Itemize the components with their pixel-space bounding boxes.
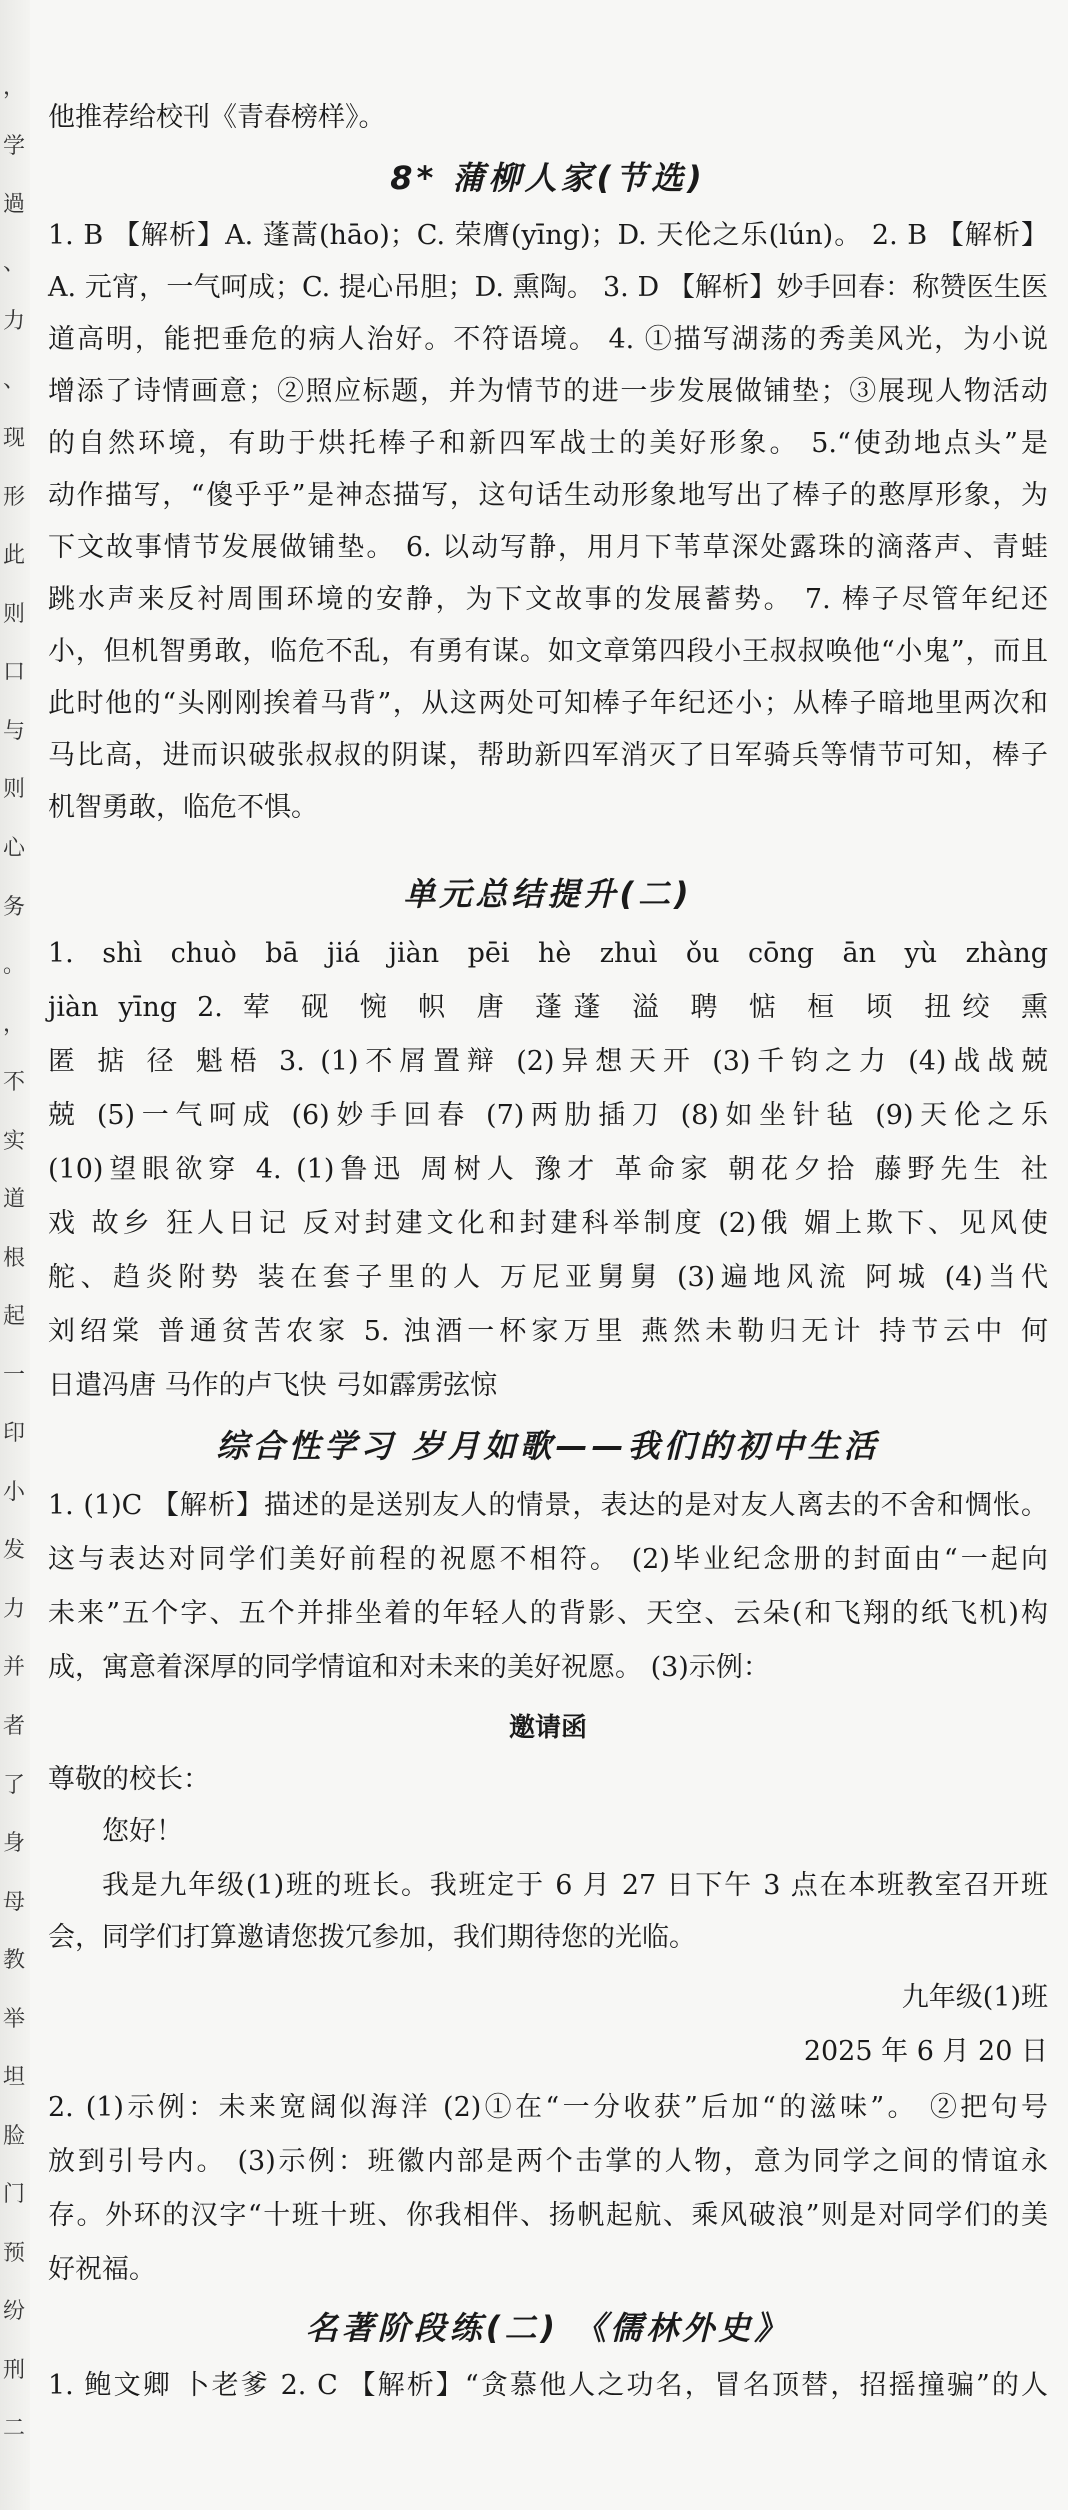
text-line: 刘绍棠 普通贫苦农家 5. 浊酒一杯家万里 燕然未勒归无计 持节云中 何: [48, 1316, 1048, 1347]
gutter-char: 门: [2, 2182, 25, 2208]
gutter-char: 力: [2, 1596, 25, 1622]
gutter-char: 。: [2, 953, 25, 979]
letter-greeting: 您好！: [102, 1816, 183, 1847]
text-line: 2. (1)示例：未来宽阔似海洋 (2)①在“一分收获”后加“的滋味”。 ②把句号: [48, 2092, 1048, 2123]
gutter-char: 印: [2, 1421, 25, 1447]
gutter-char: 母: [2, 1889, 25, 1915]
text-line: 舵、趋炎附势 装在套子里的人 万尼亚舅舅 (3)遍地风流 阿城 (4)当代: [48, 1262, 1048, 1293]
text-line: 机智勇敢，临危不惧。: [48, 792, 318, 823]
gutter-char: 過: [2, 192, 25, 218]
gutter-char: 纷: [2, 2299, 25, 2325]
gutter-char: 此: [2, 543, 25, 569]
text-line: 这与表达对同学们美好前程的祝愿不相符。 (2)毕业纪念册的封面由“一起向: [48, 1544, 1048, 1575]
text-line: 动作描写，“傻乎乎”是神态描写，这句话生动形象地写出了棒子的憨厚形象，为: [48, 480, 1048, 511]
gutter-char: 则: [2, 777, 25, 803]
gutter-char: 坦: [2, 2065, 25, 2091]
letter-body-line: 我是九年级(1)班的班长。我班定于 6 月 27 日下午 3 点在本班教室召开班: [102, 1870, 1048, 1901]
gutter-char: 口: [2, 660, 25, 686]
text-line: 1. B 【解析】A. 蓬蒿(hāo)；C. 荣膺(yīng)；D. 天伦之乐(lún)。 2. B 【解析】: [48, 220, 1048, 251]
gutter-char: 务: [2, 894, 25, 920]
gutter-char: 学: [2, 133, 25, 159]
text-line: (10)望眼欲穿 4. (1)鲁迅 周树人 豫才 革命家 朝花夕拾 藤野先生 社: [48, 1154, 1048, 1185]
section-title-unit-summary: 单元总结提升(二): [403, 875, 693, 913]
text-line: 的自然环境，有助于烘托棒子和新四军战士的美好形象。 5.“使劲地点头”是: [48, 428, 1048, 459]
gutter-char: 心: [2, 835, 25, 861]
text-line: jiàn yīng 2. 荤 砚 惋 帜 唐 蓬蓬 溢 聘 惦 桓 顷 扭绞 熏: [48, 992, 1048, 1023]
text-line: 匿 掂 径 魁梧 3. (1)不屑置辩 (2)异想天开 (3)千钧之力 (4)战战兢: [48, 1046, 1048, 1077]
text-line: 增添了诗情画意；②照应标题，并为情节的进一步发展做铺垫；③展现人物活动: [48, 376, 1048, 407]
gutter-char: 举: [2, 2006, 25, 2032]
gutter-char: 者: [2, 1714, 25, 1740]
text-line: 马比高，进而识破张叔叔的阴谋，帮助新四军消灭了日军骑兵等情节可知，棒子: [48, 740, 1048, 771]
gutter-char: 、: [2, 367, 25, 393]
text-line: 跳水声来反衬周围环境的安静，为下文故事的发展蓄势。 7. 棒子尽管年纪还: [48, 584, 1048, 615]
gutter-char: 脸: [2, 2123, 25, 2149]
gutter-char: 根: [2, 1245, 25, 1271]
section-title-comprehensive: 综合性学习 岁月如歌——我们的初中生活: [216, 1427, 880, 1465]
gutter-char: 形: [2, 484, 25, 510]
gutter-char: 身: [2, 1831, 25, 1857]
gutter-char: 一: [2, 1362, 25, 1388]
text-line: 下文故事情节发展做铺垫。 6. 以动写静，用月下苇草深处露珠的滴落声、青蛙: [48, 532, 1048, 563]
gutter-char: 力: [2, 309, 25, 335]
page-gutter: [0, 0, 30, 2510]
gutter-char: 了: [2, 1772, 25, 1798]
gutter-char: 、: [2, 250, 25, 276]
text-line: 日遣冯唐 马作的卢飞快 弓如霹雳弦惊: [48, 1370, 498, 1401]
gutter-char: 实: [2, 1128, 25, 1154]
text-line: 1. shì chuò bā jiá jiàn pēi hè zhuì ǒu cōng ān yù zhàng: [48, 938, 1048, 969]
gutter-char: 预: [2, 2240, 25, 2266]
text-line: 戏 故乡 狂人日记 反对封建文化和封建科举制度 (2)俄 媚上欺下、见风使: [48, 1208, 1048, 1239]
letter-title: 邀请函: [508, 1713, 587, 1743]
text-line: 放到引号内。 (3)示例：班徽内部是两个击掌的人物，意为同学之间的情谊永: [48, 2146, 1048, 2177]
text-line: 他推荐给校刊《青春榜样》。: [48, 102, 386, 133]
text-line: A. 元宵，一气呵成；C. 提心吊胆；D. 熏陶。 3. D 【解析】妙手回春：称赞医生医: [48, 272, 1048, 303]
gutter-char: 道: [2, 1187, 25, 1213]
gutter-char: 现: [2, 426, 25, 452]
text-line: 未来”五个字、五个并排坐着的年轻人的背影、天空、云朵(和飞翔的纸飞机)构: [48, 1598, 1048, 1629]
text-line: 好祝福。: [48, 2254, 156, 2285]
gutter-char: ，: [2, 75, 25, 100]
section-title-punliu: 8* 蒲柳人家(节选): [390, 159, 706, 197]
text-line: 成，寓意着深厚的同学情谊和对未来的美好祝愿。 (3)示例：: [48, 1652, 770, 1683]
gutter-char: ，: [2, 1011, 25, 1037]
text-line: 兢 (5)一气呵成 (6)妙手回春 (7)两肋插刀 (8)如坐针毡 (9)天伦之乐: [48, 1100, 1048, 1131]
gutter-char: 小: [2, 1479, 25, 1505]
gutter-char: 发: [2, 1538, 25, 1564]
gutter-char: 起: [2, 1304, 25, 1330]
gutter-char: 不: [2, 1070, 25, 1096]
letter-date: 2025 年 6 月 20 日: [803, 2036, 1048, 2067]
gutter-char: 与: [2, 718, 25, 744]
text-line: 小，但机智勇敢，临危不乱，有勇有谋。如文章第四段小王叔叔唤他“小鬼”，而且: [48, 636, 1048, 667]
gutter-char: 并: [2, 1655, 25, 1681]
text-line: 此时他的“头刚刚挨着马背”，从这两处可知棒子年纪还小；从棒子暗地里两次和: [48, 688, 1048, 719]
gutter-char: 二: [2, 2416, 25, 2442]
gutter-char: 教: [2, 1948, 25, 1974]
text-line: 1. (1)C 【解析】描述的是送别友人的情景，表达的是对友人离去的不舍和惆怅。: [48, 1490, 1048, 1521]
text-line: 存。外环的汉字“十班十班、你我相伴、扬帆起航、乘风破浪”则是对同学们的美: [48, 2200, 1048, 2231]
section-title-rulin: 名著阶段练(二) 《儒林外史》: [305, 2309, 791, 2347]
letter-signature: 九年级(1)班: [901, 1982, 1048, 2013]
text-line: 1. 鲍文卿 卜老爹 2. C 【解析】“贪慕他人之功名，冒名顶替，招摇撞骗”的人: [48, 2370, 1048, 2401]
letter-body-line: 会，同学们打算邀请您拨冗参加，我们期待您的光临。: [48, 1922, 696, 1953]
gutter-char: 则: [2, 601, 25, 627]
text-line: 道高明，能把垂危的病人治好。不符语境。 4. ①描写湖荡的秀美风光，为小说: [48, 324, 1048, 355]
gutter-char: 刑: [2, 2357, 25, 2383]
letter-salutation: 尊敬的校长：: [48, 1764, 210, 1795]
